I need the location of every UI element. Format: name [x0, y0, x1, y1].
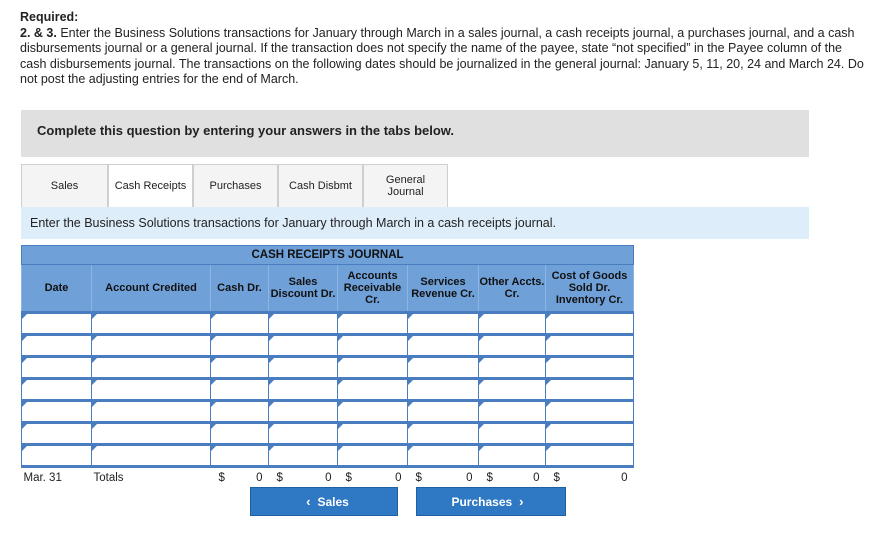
col-date: Date	[22, 265, 92, 313]
cell-marker-icon	[22, 358, 27, 363]
cell-marker-icon	[269, 358, 274, 363]
tab-sales[interactable]	[21, 164, 108, 207]
journal-header-row	[22, 265, 634, 313]
journal-input-cell[interactable]	[546, 401, 634, 423]
journal-input-cell[interactable]	[22, 401, 92, 423]
journal-input-cell[interactable]	[408, 335, 479, 357]
journal-input-cell[interactable]	[338, 313, 408, 335]
journal-input-cell[interactable]	[211, 357, 269, 379]
cell-marker-icon	[479, 336, 484, 341]
journal-input-cell[interactable]	[546, 445, 634, 467]
journal-table	[21, 245, 634, 494]
journal-input-cell[interactable]	[479, 401, 546, 423]
cell-marker-icon	[92, 358, 97, 363]
cell-marker-icon	[211, 358, 216, 363]
tab-cash-receipts-label: Cash Receipts	[114, 180, 187, 192]
journal-input-cell[interactable]	[22, 445, 92, 467]
cell-marker-icon	[338, 314, 343, 319]
total-value: 0	[325, 472, 332, 484]
cell-marker-icon	[479, 358, 484, 363]
col-account-credited: Account Credited	[92, 265, 211, 313]
journal-entry-row	[22, 313, 634, 335]
cell-marker-icon	[22, 446, 27, 451]
journal-input-cell[interactable]	[338, 335, 408, 357]
prev-sales-button[interactable]	[250, 487, 398, 516]
col-accounts-receivable-cr: Accounts Receivable Cr.	[338, 265, 408, 313]
instruction-text: Enter the Business Solutions transactions for January through March in a cash receipts journal.	[30, 216, 556, 230]
journal-input-cell[interactable]	[211, 335, 269, 357]
journal-input-cell[interactable]	[338, 357, 408, 379]
tab-sales-label: Sales	[50, 180, 79, 192]
journal-input-cell[interactable]	[479, 335, 546, 357]
cell-marker-icon	[408, 358, 413, 363]
cell-marker-icon	[546, 402, 551, 407]
journal-input-cell[interactable]	[408, 357, 479, 379]
journal-input-cell[interactable]	[22, 313, 92, 335]
journal-entry-row	[22, 379, 634, 401]
journal-input-cell[interactable]	[269, 445, 338, 467]
prompt-text: Complete this question by entering your answers in the tabs below.	[37, 123, 455, 138]
journal-input-cell[interactable]	[479, 313, 546, 335]
chevron-right-icon: ›	[519, 494, 524, 509]
cell-marker-icon	[338, 424, 343, 429]
journal-input-cell[interactable]	[479, 423, 546, 445]
cell-marker-icon	[211, 402, 216, 407]
cell-marker-icon	[408, 446, 413, 451]
prompt-banner	[21, 110, 809, 157]
journal-input-cell[interactable]	[338, 423, 408, 445]
journal-input-cell[interactable]	[546, 313, 634, 335]
currency-sign: $	[218, 472, 225, 484]
journal-input-cell[interactable]	[408, 401, 479, 423]
journal-input-cell[interactable]	[92, 445, 211, 467]
cell-marker-icon	[546, 380, 551, 385]
cell-marker-icon	[22, 336, 27, 341]
cell-marker-icon	[22, 314, 27, 319]
tab-cash-disbmt-label: Cash Disbmt	[289, 180, 352, 192]
totals-date: Mar. 31	[23, 472, 62, 484]
journal-entry-row	[22, 423, 634, 445]
cell-marker-icon	[408, 314, 413, 319]
cell-marker-icon	[338, 336, 343, 341]
journal-input-cell[interactable]	[479, 379, 546, 401]
cell-marker-icon	[22, 424, 27, 429]
col-cogs-inventory: Cost of Goods Sold Dr. Inventory Cr.	[546, 265, 634, 313]
cell-marker-icon	[408, 424, 413, 429]
cell-marker-icon	[338, 358, 343, 363]
total-value: 0	[533, 472, 540, 484]
journal-input-cell[interactable]	[211, 379, 269, 401]
cell-marker-icon	[408, 402, 413, 407]
cell-marker-icon	[408, 380, 413, 385]
required-text: Enter the Business Solutions transactions for January through March in a sales journal, a cash receipts journal, a purchases journal, and a cash disbursements journal or a general journal. If the transaction does not specify the name of the payee, state “not specified” in the Payee column of the cash disbursements journal. The transactions on the following dates should be journalized in the general journal: January 5, 11, 20, 24 and March 24. Do not post the adjusting entries for the end of March.	[20, 25, 864, 86]
cell-marker-icon	[92, 402, 97, 407]
cell-marker-icon	[211, 424, 216, 429]
total-value: 0	[466, 472, 473, 484]
col-sales-discount-dr: Sales Discount Dr.	[269, 265, 338, 313]
cell-marker-icon	[211, 336, 216, 341]
journal-input-cell[interactable]	[546, 357, 634, 379]
tab-purchases-label: Purchases	[209, 180, 262, 192]
prev-button-label: Sales	[317, 494, 349, 509]
cell-marker-icon	[338, 380, 343, 385]
currency-sign: $	[553, 472, 560, 484]
journal-input-cell[interactable]	[92, 313, 211, 335]
cell-marker-icon	[211, 380, 216, 385]
required-title: Required:	[20, 10, 79, 24]
journal-input-cell[interactable]	[408, 445, 479, 467]
cell-marker-icon	[92, 380, 97, 385]
cash-receipts-journal	[21, 245, 634, 494]
required-body	[20, 26, 870, 88]
cell-marker-icon	[269, 314, 274, 319]
tab-cash-receipts[interactable]	[108, 164, 193, 207]
tab-purchases[interactable]	[193, 164, 278, 207]
journal-input-cell[interactable]	[338, 445, 408, 467]
cell-marker-icon	[338, 402, 343, 407]
instruction-banner	[21, 207, 809, 239]
cell-marker-icon	[269, 446, 274, 451]
cell-marker-icon	[479, 314, 484, 319]
totals-label: Totals	[93, 472, 124, 484]
cell-marker-icon	[479, 424, 484, 429]
tab-cash-disbmt[interactable]	[278, 164, 363, 207]
cell-marker-icon	[546, 314, 551, 319]
required-number: 2. & 3.	[20, 25, 57, 40]
cell-marker-icon	[546, 424, 551, 429]
cell-marker-icon	[479, 380, 484, 385]
journal-input-cell[interactable]	[211, 445, 269, 467]
journal-input-cell[interactable]	[338, 379, 408, 401]
currency-sign: $	[276, 472, 283, 484]
journal-input-cell[interactable]	[22, 423, 92, 445]
cell-marker-icon	[92, 424, 97, 429]
next-button-label: Purchases	[451, 494, 513, 509]
cell-marker-icon	[269, 380, 274, 385]
cell-marker-icon	[22, 380, 27, 385]
cell-marker-icon	[92, 314, 97, 319]
cell-marker-icon	[269, 424, 274, 429]
journal-input-cell[interactable]	[92, 379, 211, 401]
cell-marker-icon	[211, 314, 216, 319]
col-other-accts-cr: Other Accts. Cr.	[479, 265, 546, 313]
total-value: 0	[256, 472, 263, 484]
journal-input-cell[interactable]	[408, 313, 479, 335]
journal-input-cell[interactable]	[211, 423, 269, 445]
journal-entry-row	[22, 335, 634, 357]
journal-input-cell[interactable]	[338, 401, 408, 423]
next-purchases-button[interactable]	[416, 487, 566, 516]
journal-input-cell[interactable]	[269, 379, 338, 401]
journal-input-cell[interactable]	[92, 401, 211, 423]
journal-entry-row	[22, 357, 634, 379]
cell-marker-icon	[211, 446, 216, 451]
journal-input-cell[interactable]	[479, 445, 546, 467]
journal-input-cell[interactable]	[22, 335, 92, 357]
journal-title: CASH RECEIPTS JOURNAL	[22, 246, 634, 265]
journal-input-cell[interactable]	[408, 379, 479, 401]
journal-input-cell[interactable]	[22, 357, 92, 379]
cell-marker-icon	[479, 446, 484, 451]
col-services-revenue-cr: Services Revenue Cr.	[408, 265, 479, 313]
journal-input-cell[interactable]	[546, 423, 634, 445]
journal-input-cell[interactable]	[211, 401, 269, 423]
cell-marker-icon	[22, 402, 27, 407]
journal-input-cell[interactable]	[269, 357, 338, 379]
journal-input-cell[interactable]	[546, 335, 634, 357]
cell-marker-icon	[479, 402, 484, 407]
cell-marker-icon	[546, 336, 551, 341]
cell-marker-icon	[269, 402, 274, 407]
total-value: 0	[395, 472, 402, 484]
cell-marker-icon	[338, 446, 343, 451]
cell-marker-icon	[92, 446, 97, 451]
tab-general-journal[interactable]	[363, 164, 448, 207]
journal-entry-row	[22, 401, 634, 423]
journal-input-cell[interactable]	[269, 313, 338, 335]
cell-marker-icon	[92, 336, 97, 341]
cell-marker-icon	[408, 336, 413, 341]
journal-input-cell[interactable]	[22, 379, 92, 401]
currency-sign: $	[345, 472, 352, 484]
required-instructions	[20, 10, 870, 88]
journal-entry-row	[22, 445, 634, 467]
currency-sign: $	[486, 472, 493, 484]
tab-general-journal-label: General Journal	[385, 174, 426, 198]
currency-sign: $	[415, 472, 422, 484]
cell-marker-icon	[546, 358, 551, 363]
journal-input-cell[interactable]	[92, 357, 211, 379]
journal-input-cell[interactable]	[269, 423, 338, 445]
journal-input-cell[interactable]	[92, 423, 211, 445]
total-value: 0	[621, 472, 628, 484]
cell-marker-icon	[269, 336, 274, 341]
journal-input-cell[interactable]	[269, 335, 338, 357]
journal-input-cell[interactable]	[92, 335, 211, 357]
journal-input-cell[interactable]	[211, 313, 269, 335]
journal-input-cell[interactable]	[546, 379, 634, 401]
col-cash-dr: Cash Dr.	[211, 265, 269, 313]
cell-marker-icon	[546, 446, 551, 451]
journal-input-cell[interactable]	[479, 357, 546, 379]
chevron-left-icon: ‹	[306, 494, 311, 509]
journal-input-cell[interactable]	[269, 401, 338, 423]
journal-input-cell[interactable]	[408, 423, 479, 445]
